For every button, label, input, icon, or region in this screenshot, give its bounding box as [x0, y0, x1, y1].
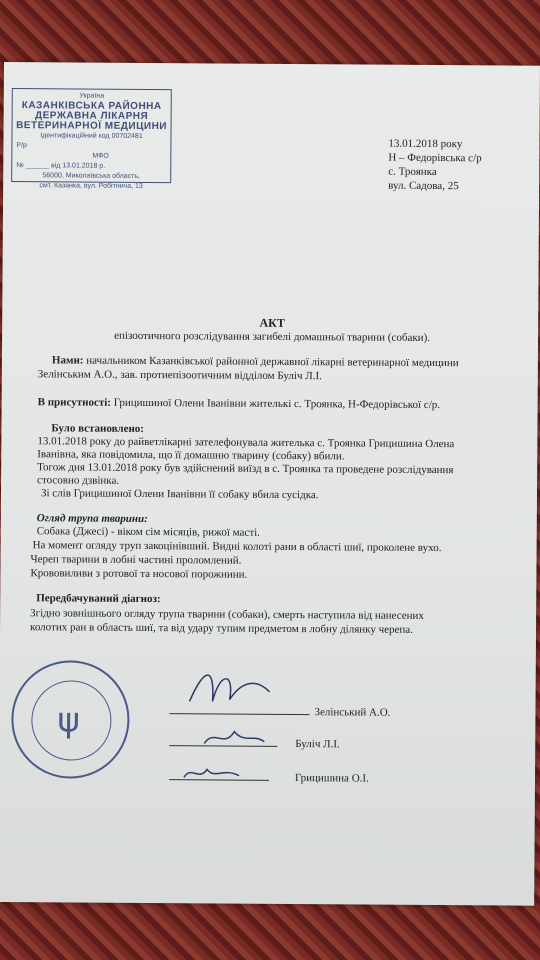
address-street: вул. Садова, 25 [388, 179, 459, 193]
found-line: стосовно дзвінка. [37, 474, 120, 487]
presence-text: Грицишиної Олени Іванівни жителькі с. Троянка, Н-Федорівської с/р. [113, 396, 441, 412]
commission-line2: Зелінським А.О., зав. протиепізоотичним відділом Буліч Л.І. [37, 368, 322, 383]
found-line: Іванівна, яка повідомила, що її домашню тварину (собаку) вбили. [37, 448, 345, 463]
diagnosis-label: Передбачуваний діагноз: [36, 592, 161, 606]
stamp-number: № ______ від 13.01.2018 р. [16, 162, 106, 170]
exam-line: Крововиливи з ротової та носової порожнини. [30, 567, 248, 581]
diagnosis-line: Згідно зовнішнього огляду трупа тварини (собаки), смерть наступила від нанесених [30, 607, 424, 622]
signature-scribble-1 [184, 661, 274, 712]
stamp-line1: КАЗАНКІВСЬКА РАЙОННА [21, 100, 162, 113]
stamp-line2: ДЕРЖАВНА ЛІКАРНЯ [34, 110, 149, 123]
stamp-street: смт. Казанка, вул. Робітнича, 13 [39, 182, 143, 190]
stamp-country: Україна [79, 92, 105, 100]
address-block [388, 137, 482, 194]
stamp-mfo: МФО [92, 152, 109, 160]
stamp-account: Р/р [16, 142, 27, 150]
commission-line1 [52, 354, 459, 369]
found-line: Зі слів Грицишиної Олени Іванівни її собаку вбила сусідка. [40, 487, 319, 502]
document-title: АКТ [259, 315, 285, 330]
signature-scribble-3 [179, 761, 249, 785]
exam-line: На момент огляду труп закоцінівший. Видні колоті рани в області шиї, проколене вухо. [32, 539, 442, 555]
signature-name-3: Грицишина О.І. [294, 772, 369, 785]
address-village: с. Троянка [388, 165, 437, 179]
found-line: Тогож дня 13.01.2018 року був здійснений виїзд в с. Троянка та проведене розслідування [37, 461, 454, 477]
clinic-stamp [11, 88, 172, 190]
stamp-line3: ВЕТЕРИНАРНОЇ МЕДИЦИНИ [16, 120, 168, 133]
signature-scribble-2 [199, 723, 269, 753]
signature-line-1 [169, 713, 309, 715]
found-line: 13.01.2018 року до райветлікарні зателефонувала жителька с. Троянка Грицишина Олена [37, 435, 455, 451]
document-subtitle: епізоотичного розслідування загибелі домашньої тварини (собаки). [114, 329, 431, 344]
address-council: Н – Федорівська с/р [388, 151, 482, 165]
official-seal [11, 660, 130, 779]
exam-line: Собака (Джесі) - віком сім місяців, рижої масті. [36, 525, 260, 539]
signature-name-2: Буліч Л.І. [295, 738, 340, 751]
diagnosis-line: колотих ран в область шиї, та від удару тупим предметом в лобну ділянку черепа. [30, 621, 413, 636]
presence-label: В присутності: [37, 396, 112, 409]
trident-icon: ψ [57, 700, 80, 741]
we-label: Нами: [51, 354, 84, 367]
exam-line: Череп тварини в лобні частині проломлений. [30, 553, 242, 567]
document-page [0, 62, 540, 906]
presence-line [38, 396, 440, 411]
exam-label: Огляд трупа тварини: [36, 512, 148, 526]
stamp-index: 56000, Миколаївська область, [42, 172, 141, 180]
stamp-code: Ідентифікаційний код 00702481 [40, 132, 143, 140]
address-date: 13.01.2018 року [388, 137, 463, 151]
we-text1: начальником Казанківської районної державної лікарні ветеринарної медицини [86, 354, 459, 370]
signature-name-1: Зелінський А.О. [314, 706, 391, 719]
found-label: Було встановлено: [51, 422, 145, 435]
